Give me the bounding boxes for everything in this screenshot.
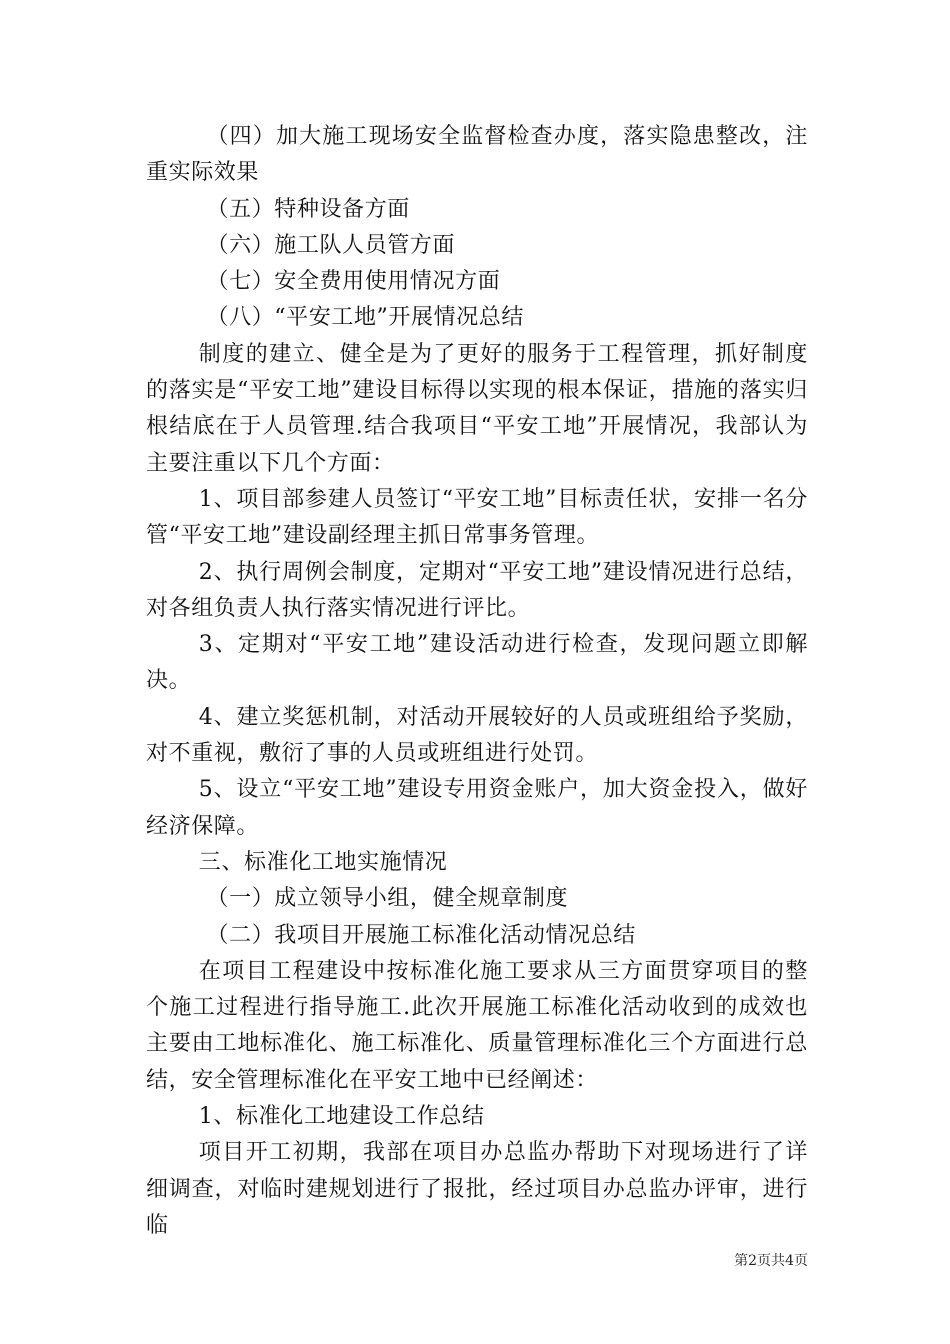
document-body (146, 119, 808, 1244)
paragraph-body-intro: 制度的建立、健全是为了更好的服务于工程管理，抓好制度的落实是“平安工地”建设目标得以实现的根本保证，措施的落实归根结底在于人员管理.结合我项目“平安工地”开展情况，我部认为主要注重以下几个方面： (146, 341, 808, 476)
paragraph-item-7: （七）安全费用使用情况方面 (206, 269, 501, 295)
paragraph-point-4: 4、建立奖惩机制，对活动开展较好的人员或班组给予奖励，对不重视，敷衍了事的人员或班组进行处罚。 (146, 704, 808, 767)
subheading-standard-site: 1、标准化工地建设工作总结 (198, 1104, 485, 1130)
subheading-2: （二）我项目开展施工标准化活动情况总结 (206, 922, 636, 948)
paragraph-point-5: 5、设立“平安工地”建设专用资金账户，加大资金投入，做好经济保障。 (146, 777, 808, 839)
subheading-1: （一）成立领导小组，健全规章制度 (206, 886, 569, 912)
paragraph-point-3: 3、定期对“平安工地”建设活动进行检查，发现问题立即解决。 (146, 632, 808, 694)
paragraph-item-5: （五）特种设备方面 (206, 196, 410, 222)
paragraph-point-1: 1、项目部参建人员签订“平安工地”目标责任状，安排一名分管“平安工地”建设副经理主抓日常事务管理。 (146, 486, 808, 549)
paragraph-item-4: （四）加大施工现场安全监督检查办度，落实隐患整改，注重实际效果 (146, 124, 808, 186)
section-heading-3: 三、标准化工地实施情况 (198, 849, 448, 875)
page-footer (0, 1251, 950, 1271)
paragraph-standardization-summary: 在项目工程建设中按标准化施工要求从三方面贯穿项目的整个施工过程进行指导施工.此次开展施工标准化活动收到的成效也主要由工地标准化、施工标准化、质量管理标准化三个方面进行总结，安全管理标准化在平安工地中已经阐述： (146, 958, 808, 1093)
paragraph-point-2: 2、执行周例会制度，定期对“平安工地”建设情况进行总结，对各组负责人执行落实情况进行评比。 (146, 559, 808, 621)
paragraph-item-8: （八）“平安工地”开展情况总结 (206, 305, 524, 331)
page-number-label: 第2页共4页 (734, 1253, 808, 1269)
paragraph-item-6: （六）施工队人员管方面 (206, 232, 456, 258)
paragraph-project-start: 项目开工初期，我部在项目办总监办帮助下对现场进行了详细调查，对临时建规划进行了报批，经过项目办总监办评审，进行临 (146, 1140, 808, 1238)
